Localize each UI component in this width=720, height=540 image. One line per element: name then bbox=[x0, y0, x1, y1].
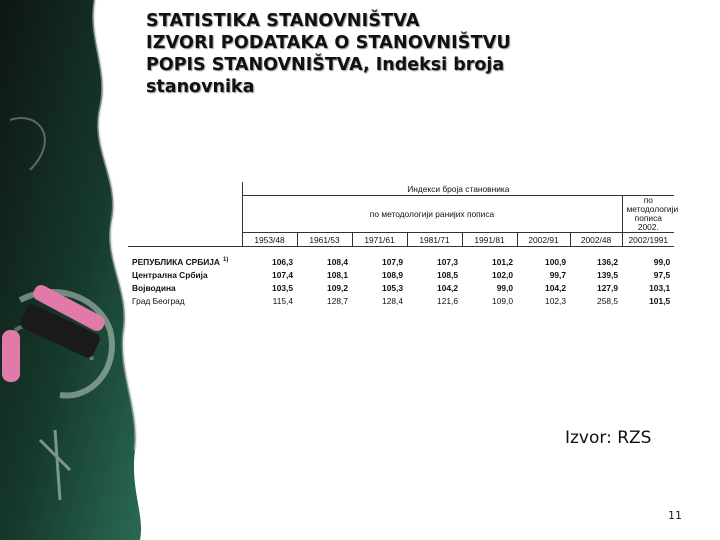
row-label bbox=[128, 255, 242, 268]
table-cell: 99,0 bbox=[496, 282, 513, 293]
super-header: Индекси броја становника bbox=[242, 182, 674, 196]
table-cell: 102,0 bbox=[492, 269, 513, 280]
column-header: 1953/48 bbox=[242, 233, 297, 247]
corner-cell bbox=[128, 182, 242, 196]
corner-cell bbox=[128, 196, 242, 233]
page-number: 11 bbox=[668, 509, 682, 522]
table-cell: 104,2 bbox=[437, 282, 458, 293]
row-label-text: РЕПУБЛИКА СРБИЈА bbox=[132, 256, 220, 267]
footnote-marker: 1) bbox=[222, 256, 229, 263]
column-header: 1981/71 bbox=[407, 233, 462, 247]
population-index-table bbox=[128, 182, 679, 310]
corner-cell bbox=[128, 233, 242, 247]
table-cell: 108,5 bbox=[437, 269, 458, 280]
table-cell: 108,4 bbox=[327, 256, 348, 267]
title-line-1: STATISTIKA STANOVNIŠTVA bbox=[146, 11, 420, 31]
table-cell: 109,2 bbox=[327, 282, 348, 293]
table-cell: 108,1 bbox=[327, 269, 348, 280]
group-header-new: по методологији пописа 2002. bbox=[622, 196, 674, 233]
column-header: 1961/53 bbox=[297, 233, 352, 247]
table-cell: 106,3 bbox=[272, 256, 293, 267]
row-label: Централна Србија bbox=[132, 269, 208, 280]
title-line-3: POPIS STANOVNIŠTVA, Indeksi broja bbox=[146, 55, 505, 75]
table-cell: 101,5 bbox=[649, 295, 671, 306]
title-line-4: stanovnika bbox=[146, 77, 255, 97]
column-header: 2002/91 bbox=[517, 233, 570, 247]
table-cell: 128,7 bbox=[327, 295, 348, 306]
column-header: 1991/81 bbox=[462, 233, 517, 247]
table-cell: 107,9 bbox=[382, 256, 403, 267]
column-header: 2002/48 bbox=[570, 233, 622, 247]
slide-title bbox=[146, 10, 596, 98]
group-header-old: по методологији ранијих пописа bbox=[242, 196, 622, 233]
table-cell: 107,4 bbox=[272, 269, 293, 280]
table-cell: 101,2 bbox=[492, 256, 513, 267]
table-cell: 99,7 bbox=[549, 269, 566, 280]
table-row bbox=[128, 294, 674, 307]
source-note: Izvor: RZS bbox=[565, 428, 652, 448]
table-cell: 99,0 bbox=[653, 256, 671, 267]
row-label: Град Београд bbox=[132, 295, 185, 306]
row-label: Војводина bbox=[132, 282, 176, 293]
table-row bbox=[128, 281, 674, 294]
table-row bbox=[128, 268, 674, 281]
column-header: 1971/61 bbox=[352, 233, 407, 247]
table-cell: 258,5 bbox=[597, 295, 618, 306]
table-cell: 121,6 bbox=[437, 295, 458, 306]
table-cell: 97,5 bbox=[653, 269, 671, 280]
table-cell: 104,2 bbox=[545, 282, 566, 293]
table-cell: 109,0 bbox=[492, 295, 513, 306]
table-cell: 100,9 bbox=[545, 256, 566, 267]
title-line-2: IZVORI PODATAKA O STANOVNIŠTVU bbox=[146, 33, 511, 53]
table-cell: 107,3 bbox=[437, 256, 458, 267]
table-cell: 128,4 bbox=[382, 295, 403, 306]
table-cell: 103,1 bbox=[649, 282, 671, 293]
column-header: 2002/1991 bbox=[622, 233, 674, 247]
spacer-row bbox=[128, 247, 674, 256]
table-cell: 139,5 bbox=[597, 269, 618, 280]
table-cell: 103,5 bbox=[272, 282, 293, 293]
table-cell: 108,9 bbox=[382, 269, 403, 280]
table-cell: 115,4 bbox=[272, 295, 293, 306]
table-cell: 102,3 bbox=[545, 295, 566, 306]
table-row bbox=[128, 255, 674, 268]
table-cell: 105,3 bbox=[382, 282, 403, 293]
table-cell: 127,9 bbox=[597, 282, 618, 293]
table-cell: 136,2 bbox=[597, 256, 618, 267]
